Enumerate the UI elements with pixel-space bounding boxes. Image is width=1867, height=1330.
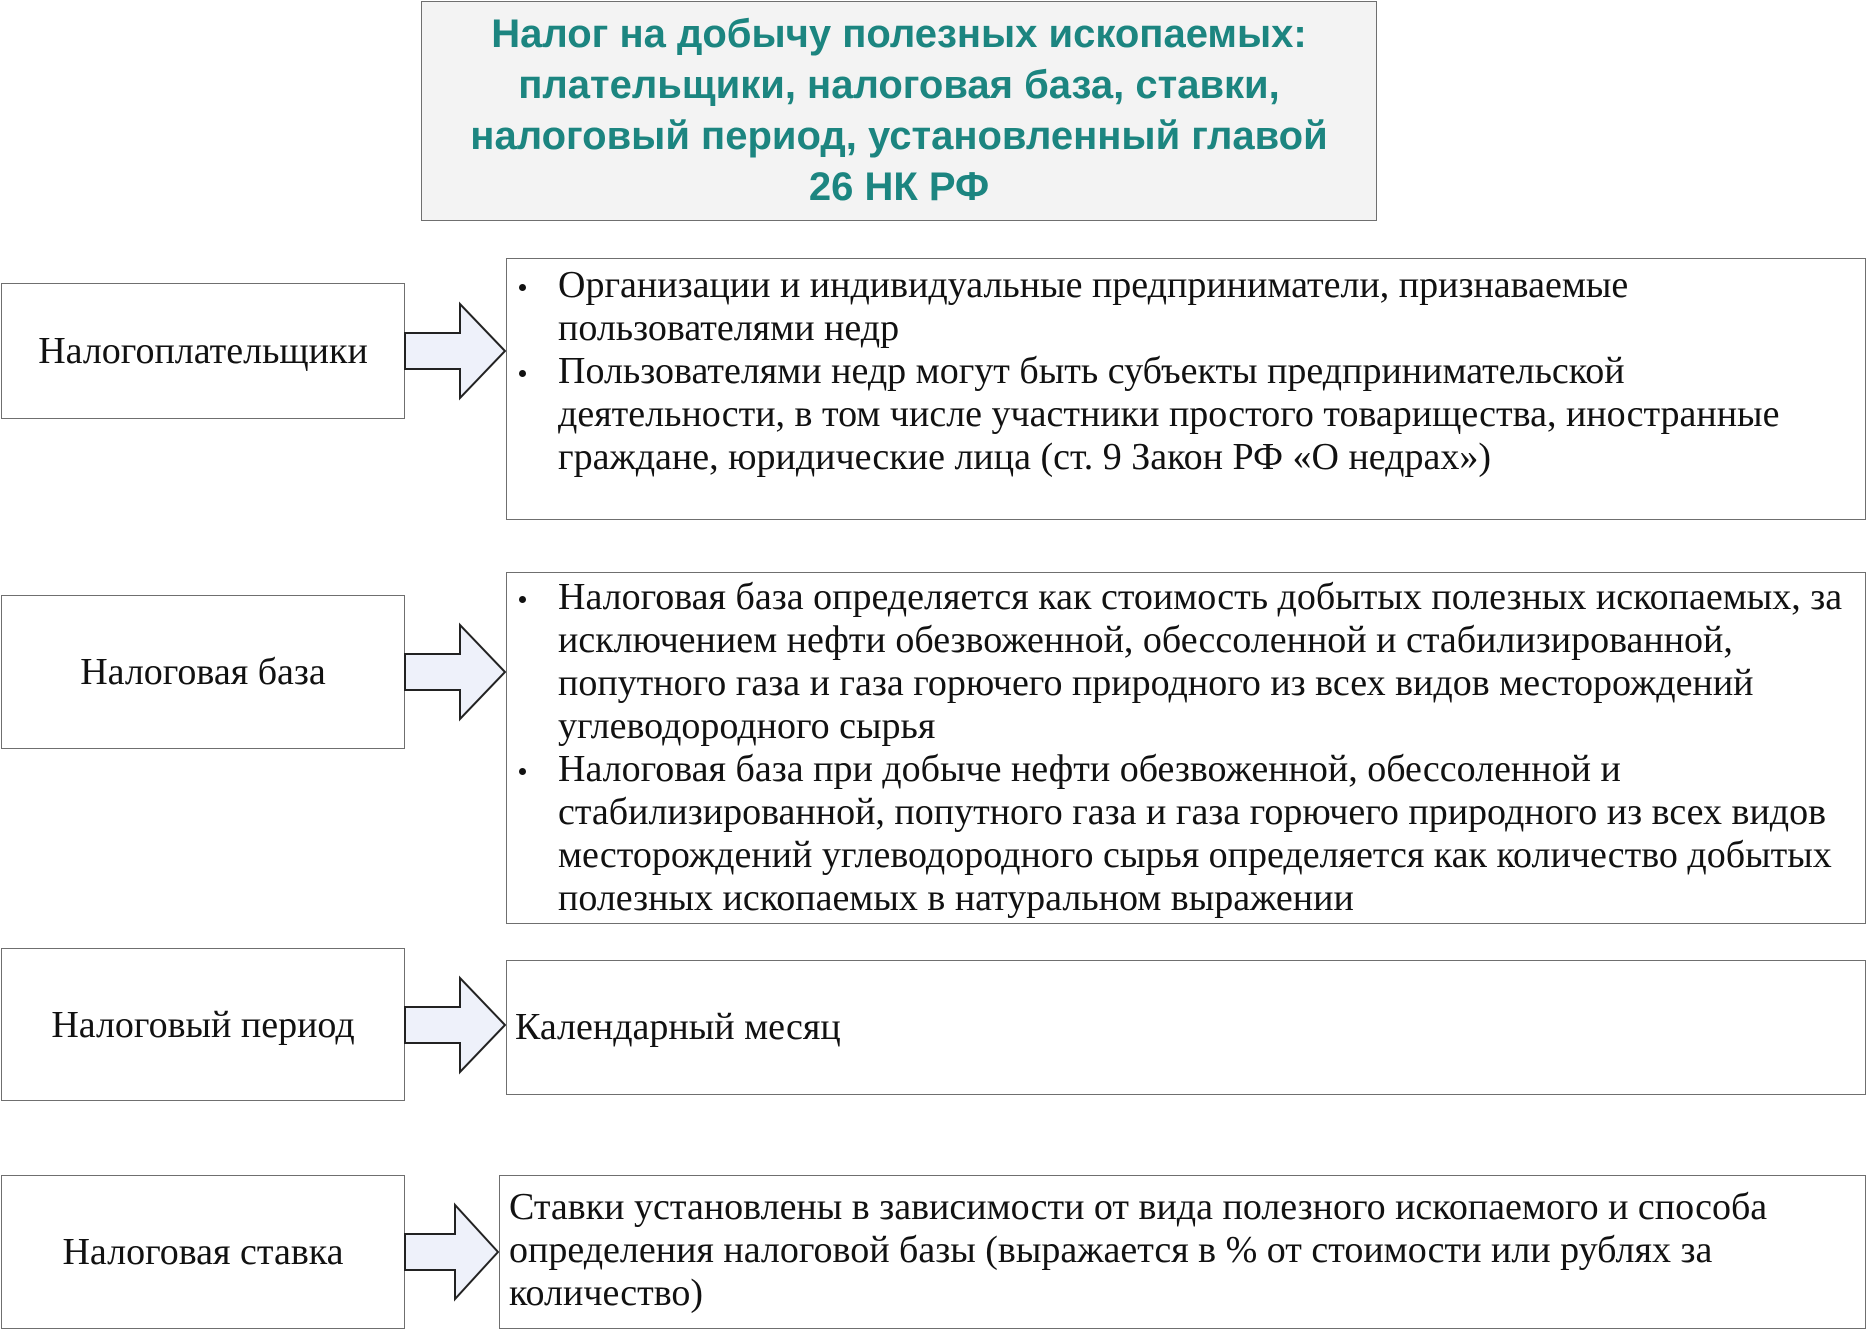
- label-tax-period: [1, 948, 405, 1101]
- arrow-right-icon: [403, 301, 508, 401]
- label-text: Налоговая база: [80, 651, 326, 693]
- taxpayers-list: [507, 264, 1841, 479]
- label-taxpayers: [1, 283, 405, 419]
- list-item: Налоговая база при добыче нефти обезвоженной, обессоленной и стабилизированной, попутного газа и газа горючего природного из всех видов месторождений углеводородного сырья определяется как количество добытых полезных ископаемых в натуральном выражении: [507, 748, 1851, 920]
- label-text: Налоговая ставка: [62, 1231, 344, 1273]
- label-tax-rate: [1, 1175, 405, 1329]
- label-text: Налогоплательщики: [38, 330, 368, 372]
- content-taxpayers: [506, 258, 1866, 520]
- list-item: Пользователями недр могут быть субъекты предпринимательской деятельности, в том числе участники простого товарищества, иностранные граждане, юридические лица (ст. 9 Закон РФ «О недрах»): [507, 350, 1841, 479]
- tax-rate-text: Ставки установлены в зависимости от вида полезного ископаемого и способа определения налоговой базы (выражается в % от стоимости или рублях за количество): [509, 1186, 1768, 1314]
- tax-period-text: Календарный месяц: [515, 1006, 841, 1048]
- list-item: Организации и индивидуальные предприниматели, признаваемые пользователями недр: [507, 264, 1841, 350]
- arrow-right-icon: [403, 975, 508, 1075]
- arrow-right-icon: [403, 1202, 501, 1302]
- diagram-title: Налог на добычу полезных ископаемых: плательщики, налоговая база, ставки, налоговый период, установленный главой 26 НК РФ: [470, 12, 1328, 209]
- label-text: Налоговый период: [51, 1003, 355, 1046]
- list-item: Налоговая база определяется как стоимость добытых полезных ископаемых, за исключением нефти обезвоженной, обессоленной и стабилизированной, попутного газа и газа горючего природного из всех видов месторождений углеводородного сырья: [507, 576, 1851, 748]
- content-tax-rate: [499, 1175, 1866, 1329]
- arrow-right-icon: [403, 622, 508, 722]
- label-tax-base: [1, 595, 405, 749]
- content-tax-period: [506, 960, 1866, 1095]
- tax-base-list: [507, 576, 1851, 920]
- title-box: [421, 1, 1377, 221]
- content-tax-base: [506, 572, 1866, 924]
